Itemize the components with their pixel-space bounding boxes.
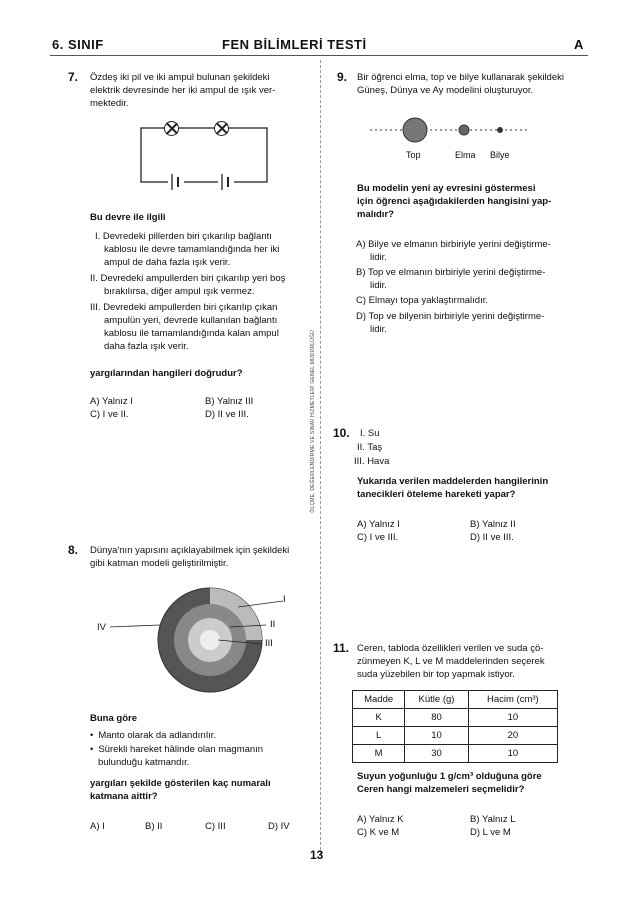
q9-number: 9.: [337, 70, 348, 84]
q10-option-a[interactable]: A) Yalnız I: [357, 519, 400, 530]
layer-label-i: I: [283, 594, 286, 605]
table-cell: K: [353, 709, 405, 727]
q9-question-2: için öğrenci aşağıdakilerden hangisini yap-: [357, 196, 552, 207]
q8-bullet-1: • Manto olarak da adlandırılır.: [90, 729, 216, 742]
bulb-1-icon: [164, 121, 179, 136]
q11-stem-1: Ceren, tabloda özellikleri verilen ve suda çö-: [357, 643, 544, 654]
q11-option-b[interactable]: B) Yalnız L: [470, 814, 516, 825]
q8-option-b[interactable]: B) II: [145, 821, 163, 832]
q7-statement-3b: ampulün yeri, devrede kullanılan bağlantı: [104, 315, 278, 326]
q7-stem-1: Özdeş iki pil ve iki ampul bulunan şekildeki: [90, 72, 270, 83]
q10-question-1: Yukarıda verilen maddelerden hangilerinin: [357, 476, 549, 487]
marble-icon: [497, 127, 503, 133]
table-row: [353, 727, 558, 745]
q9-option-c[interactable]: C) Elmayı topa yaklaştırmalıdır.: [356, 295, 488, 306]
test-title: FEN BİLİMLERİ TESTİ: [222, 37, 367, 52]
q10-item-2: II. Taş: [357, 442, 383, 453]
label-top: Top: [406, 150, 421, 160]
q7-question: yargılarından hangileri doğrudur?: [90, 368, 243, 379]
q8-option-d[interactable]: D) IV: [268, 821, 290, 832]
table-header-hacim: Hacim (cm³): [468, 691, 557, 709]
q7-option-c[interactable]: C) I ve II.: [90, 409, 129, 420]
q8-lead: Buna göre: [90, 713, 137, 724]
q7-statement-1b: kablosu ile devre tamamlandığında her iki: [104, 244, 280, 255]
q7-statement-1a: I. Devredeki pillerden biri çıkarılıp bağlantı: [95, 231, 272, 242]
table-cell: 30: [405, 745, 468, 763]
table-cell: 80: [405, 709, 468, 727]
q7-statement-1c: ampul de daha fazla ışık verir.: [104, 257, 231, 268]
q8-stem-1: Dünya'nın yapısını açıklayabilmek için şekildeki: [90, 545, 290, 556]
grade-label: 6. SINIF: [52, 37, 104, 52]
label-bilye: Bilye: [490, 150, 510, 160]
header-rule: [50, 55, 588, 56]
q10-option-d[interactable]: D) II ve III.: [470, 532, 514, 543]
q10-option-c[interactable]: C) I ve III.: [357, 532, 399, 543]
q8-number: 8.: [68, 543, 79, 557]
q11-question-1: Suyun yoğunluğu 1 g/cm³ olduğuna göre: [357, 771, 542, 782]
bulb-2-icon: [214, 121, 229, 136]
q11-stem-2: zünmeyen K, L ve M maddelerinden seçerek: [357, 656, 545, 667]
q8-question-2: katmana aittir?: [90, 791, 158, 802]
q9-option-d-2: lidir.: [370, 324, 387, 335]
table-header-kutle: Kütle (g): [405, 691, 468, 709]
q11-option-c[interactable]: C) K ve M: [357, 827, 400, 838]
table-cell: 20: [468, 727, 557, 745]
page-header: [0, 0, 638, 52]
q11-option-a[interactable]: A) Yalnız K: [357, 814, 404, 825]
q11-stem-3: suda yüzebilen bir top yapmak istiyor.: [357, 669, 515, 680]
q9-option-a-2: lidir.: [370, 252, 387, 263]
q9-option-a-1[interactable]: A) Bilye ve elmanın birbiriyle yerini değiştirme-: [356, 239, 551, 250]
table-row: [353, 745, 558, 763]
q7-statement-3c: kablosu ile tamamlandığında kalan ampul: [104, 328, 279, 339]
q9-option-d-1[interactable]: D) Top ve bilyenin birbiriyle yerini değiştirme-: [356, 311, 545, 322]
q10-item-3: III. Hava: [354, 456, 390, 467]
q8-option-a[interactable]: A) I: [90, 821, 105, 832]
layer-label-ii: II: [270, 619, 276, 630]
table-cell: 10: [468, 709, 557, 727]
table-cell: M: [353, 745, 405, 763]
q9-option-b-1[interactable]: B) Top ve elmanın birbiriyle yerini değiştirme-: [356, 267, 546, 278]
table-header-madde: Madde: [353, 691, 405, 709]
q7-stem-3: mektedir.: [90, 98, 129, 109]
q7-statement-3d: daha fazla ışık verir.: [104, 341, 189, 352]
q9-option-b-2: lidir.: [370, 280, 387, 291]
q7-option-a[interactable]: A) Yalnız I: [90, 396, 133, 407]
circuit-diagram: [140, 118, 270, 190]
q10-option-b[interactable]: B) Yalnız II: [470, 519, 516, 530]
q10-question-2: tanecikleri öteleme hareketi yapar?: [357, 489, 516, 500]
side-text: ÖLÇME, DEĞERLENDİRME VE SINAV HİZMETLERİ GENEL MÜDÜRLÜĞÜ: [310, 330, 316, 513]
table-cell: 10: [468, 745, 557, 763]
ball-icon: [403, 118, 427, 142]
q7-statement-2a: II. Devredeki ampullerden biri çıkarılıp yeri boş: [90, 273, 286, 284]
q8-option-c[interactable]: C) III: [205, 821, 226, 832]
booklet-letter: A: [574, 37, 584, 52]
q7-option-d[interactable]: D) II ve III.: [205, 409, 249, 420]
sun-earth-moon-model: [370, 115, 530, 145]
q11-question-2: Ceren hangi malzemeleri seçmelidir?: [357, 784, 525, 795]
density-table: [352, 690, 558, 763]
table-header-row: [353, 691, 558, 709]
q7-stem-2: elektrik devresinde her iki ampul de ışık ver-: [90, 85, 276, 96]
layer-label-iii: III: [265, 638, 273, 649]
earth-inner-core: [200, 630, 220, 650]
q9-stem-2: Güneş, Dünya ve Ay modelini oluşturuyor.: [357, 85, 534, 96]
column-divider: [320, 60, 322, 855]
q7-statement-2b: bırakılırsa, diğer ampul ışık vermez.: [104, 286, 255, 297]
q10-number: 10.: [333, 426, 350, 440]
label-elma: Elma: [455, 150, 476, 160]
q7-lead: Bu devre ile ilgili: [90, 212, 166, 223]
table-cell: 10: [405, 727, 468, 745]
q8-bullet-2a: • Sürekli hareket hâlinde olan magmanın: [90, 743, 263, 756]
q7-statement-3a: III. Devredeki ampullerden biri çıkarılıp çıkan: [90, 302, 278, 313]
layer-label-iv: IV: [97, 622, 106, 633]
q7-option-b[interactable]: B) Yalnız III: [205, 396, 254, 407]
page-number: 13: [310, 848, 324, 862]
q8-stem-2: gibi katman modeli geliştirilmiştir.: [90, 558, 229, 569]
q9-question-1: Bu modelin yeni ay evresini göstermesi: [357, 183, 536, 194]
q9-stem-1: Bir öğrenci elma, top ve bilye kullanarak şekildeki: [357, 72, 564, 83]
q10-item-1: I. Su: [360, 428, 380, 439]
q7-number: 7.: [68, 70, 79, 84]
q8-question-1: yargıları şekilde gösterilen kaç numaralı: [90, 778, 271, 789]
q11-option-d[interactable]: D) L ve M: [470, 827, 511, 838]
table-row: [353, 709, 558, 727]
q8-bullet-2b: bulunduğu katmandır.: [98, 757, 190, 768]
q9-question-3: malıdır?: [357, 209, 394, 220]
apple-icon: [459, 125, 469, 135]
q11-number: 11.: [333, 641, 350, 655]
table-cell: L: [353, 727, 405, 745]
